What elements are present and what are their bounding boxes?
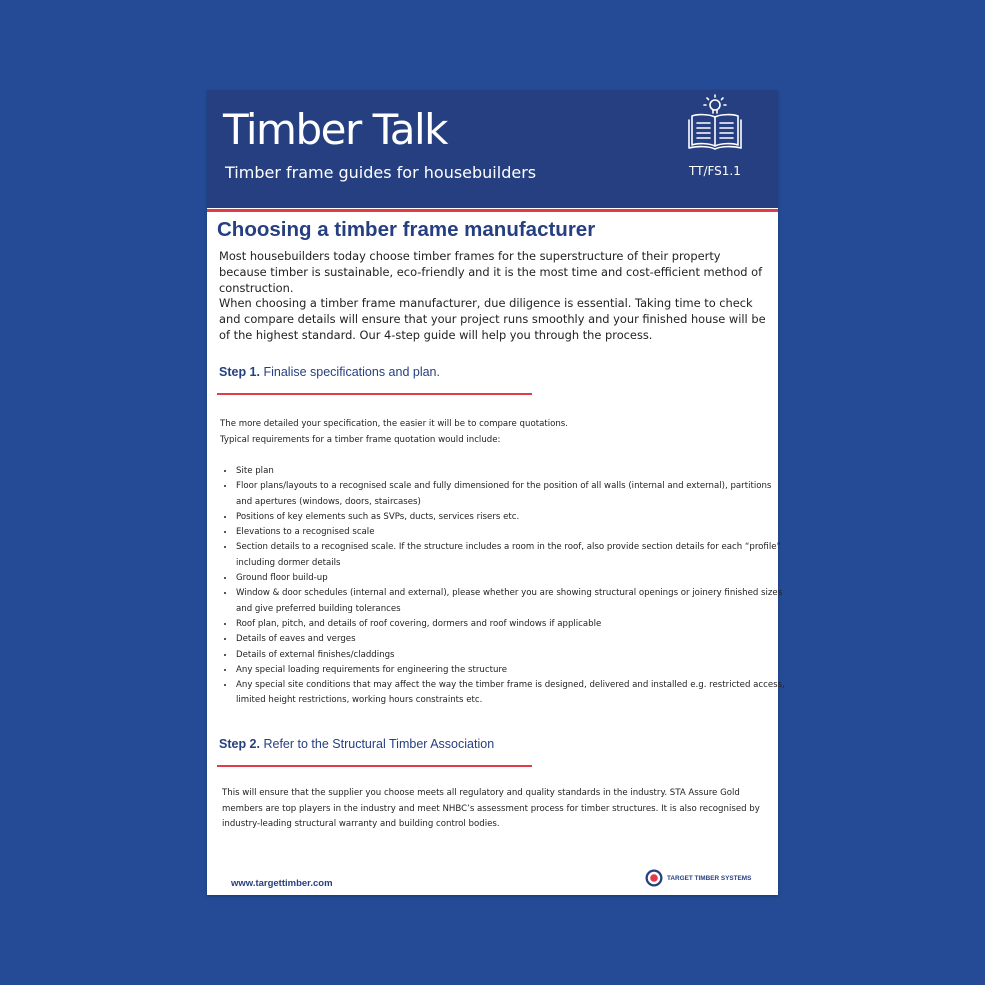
target-roundel-icon (645, 869, 663, 887)
website-link[interactable]: www.targettimber.com (231, 878, 333, 889)
step-1-intro-line-2: Typical requirements for a timber frame quotation would include: (220, 435, 501, 445)
step-1-divider (217, 393, 532, 395)
page-heading: Choosing a timber frame manufacturer (217, 218, 596, 241)
list-item: • Details of external finishes/claddings (235, 648, 785, 663)
list-item: • Positions of key elements such as SVPs, ducts, services risers etc. (235, 510, 785, 525)
list-item: • Floor plans/layouts to a recognised scale and fully dimensioned for the position of all walls (internal and external), partitions and apertures (windows, doors, staircases) (235, 479, 785, 510)
intro-paragraph-2: When choosing a timber frame manufacturer, due diligence is essential. Taking time to check and compare details will ensure that your project runs smoothly and your finished house will be of the highest standard. Our 4-step guide will help you through the process. (219, 296, 766, 342)
step-1-title: Finalise specifications and plan. (263, 365, 440, 379)
list-item: • Section details to a recognised scale. If the structure includes a room in the roof, also provide section details for each “profile” including dormer details (235, 540, 785, 571)
document-code: TT/FS1.1 (689, 164, 741, 178)
red-divider (207, 209, 778, 212)
list-item: • Details of eaves and verges (235, 632, 785, 647)
step-2-title: Refer to the Structural Timber Association (263, 737, 495, 751)
step-1-intro-line-1: The more detailed your specification, the easier it will be to compare quotations. (220, 419, 569, 429)
banner-title: Timber Talk (223, 105, 447, 154)
list-item: • Site plan (235, 464, 785, 479)
list-item: • Window & door schedules (internal and external), please whether you are showing structural openings or joinery finished sizes and give preferred building tolerances (235, 586, 785, 617)
list-item: • Any special site conditions that may affect the way the timber frame is designed, delivered and installed e.g. restricted access, limited height restrictions, working hours constraints etc. (235, 678, 785, 709)
book-lightbulb-icon (685, 93, 745, 151)
list-item: • Elevations to a recognised scale (235, 525, 785, 540)
list-item: • Roof plan, pitch, and details of roof covering, dormers and roof windows if applicable (235, 617, 785, 632)
title-banner (207, 90, 778, 208)
step-2-heading (219, 736, 494, 752)
document-page (207, 90, 785, 895)
company-logo (645, 869, 751, 887)
step-1-label: Step 1. (219, 365, 260, 379)
requirements-list (217, 464, 785, 709)
step-2-label: Step 2. (219, 737, 260, 751)
step-1-heading (219, 364, 440, 380)
list-item: • Any special loading requirements for engineering the structure (235, 663, 785, 678)
banner-subtitle: Timber frame guides for housebuilders (225, 163, 537, 182)
step-2-divider (217, 765, 532, 767)
list-item: • Ground floor build-up (235, 571, 785, 586)
logo-text: TARGET TIMBER SYSTEMS (667, 874, 752, 882)
intro-paragraph-1: Most housebuilders today choose timber frames for the superstructure of their property because timber is sustainable, eco-friendly and it is the most time and cost-efficient method of construction. (219, 249, 763, 295)
step-2-body: This will ensure that the supplier you choose meets all regulatory and quality standards in the industry. STA Assure Gold members are top players in the industry and meet NHBC’s assessment process for timber structures. It is also recognised by industry-leading structural warranty and building control bodies. (222, 788, 760, 829)
